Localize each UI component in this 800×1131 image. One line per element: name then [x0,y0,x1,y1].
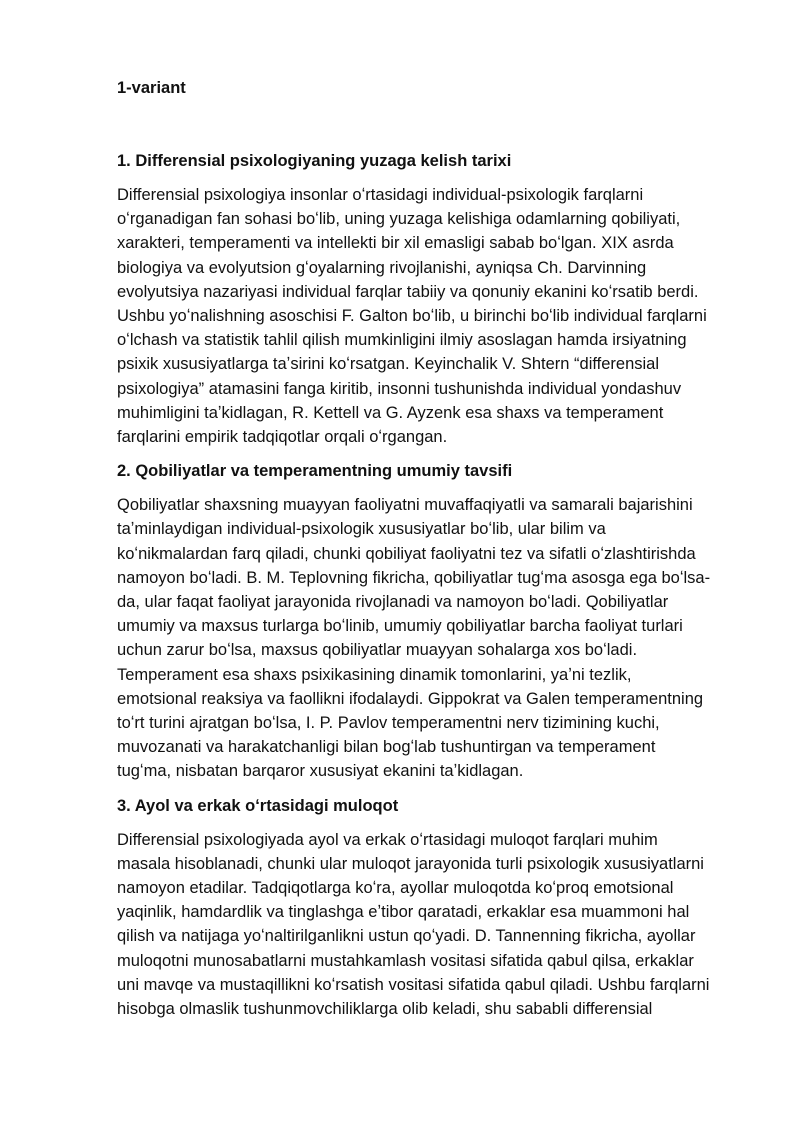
section-2-line: muvozanati va harakatchanligi bilan bogʻlab tushuntirgan va temperament [117,738,656,757]
section-3-body [117,828,742,1022]
section-1-line: muhimligini taʼkidlagan, R. Kettell va G. Ayzenk esa shaxs va temperament [117,403,664,422]
section-3-line: hisobga olmaslik tushunmovchiliklarga olib keladi, shu sababli differensial [117,1000,653,1019]
section-2-line: namoyon boʻladi. B. M. Teplovning fikricha, qobiliyatlar tugʻma asosga ega boʻlsa- [117,568,711,587]
section-1-line: oʻrganadigan fan sohasi boʻlib, uning yuzaga kelishiga odamlarning qobiliyati, [117,210,681,229]
section-1-body [117,183,742,449]
section-2-line: emotsional reaksiya va faollikni ifodalaydi. Gippokrat va Galen temperamentning [117,689,704,708]
section-2-line: uchun zarur boʻlsa, maxsus qobiliyatlar muayyan sohalarga xos boʻladi. [117,641,638,660]
section-3-line: muloqotni munosabatlarni mustahkamlash vositasi sifatida qabul qilsa, erkaklar [117,951,694,970]
section-2-line: taʼminlaydigan individual-psixologik xususiyatlar boʻlib, ular bilim va [117,520,606,539]
section-2-line: koʻnikmalardan farq qiladi, chunki qobiliyat faoliyatni tez va sifatli oʻzlashtirishda [117,544,696,563]
section-1-line: farqlarini empirik tadqiqotlar orqali oʻrgangan. [117,428,448,447]
section-1-line: xarakteri, temperamenti va intellekti bir xil emasligi sabab boʻlgan. XIX asrda [117,234,674,253]
section-2-line: toʻrt turini ajratgan boʻlsa, I. P. Pavlov temperamentni nerv tizimining kuchi, [117,714,660,733]
variant-title: 1-variant [117,79,186,97]
section-1-line: Differensial psixologiya insonlar oʻrtasidagi individual-psixologik farqlarni [117,186,644,204]
section-1-line: psixik xususiyatlarga taʼsirini koʻrsatgan. Keyinchalik V. Shtern “differensial [117,355,660,374]
section-2-line: tugʻma, nisbatan barqaror xususiyat ekanini taʼkidlagan. [117,762,524,781]
section-1-heading: 1. Differensial psixologiyaning yuzaga kelish tarixi [117,152,512,170]
section-2-body [117,493,742,783]
section-2-heading: 2. Qobiliyatlar va temperamentning umumiy tavsifi [117,462,513,481]
section-3-line: uni mavqe va mustaqillikni koʻrsatish vositasi sifatida qabul qiladi. Ushbu farqlarni [117,975,710,994]
section-3-heading: 3. Ayol va erkak oʻrtasidagi muloqot [117,796,399,815]
section-2-line: Temperament esa shaxs psixikasining dinamik tomonlarini, yaʼni tezlik, [117,665,632,684]
section-1 [117,149,742,449]
section-1-line: psixologiya” atamasini fanga kiritib, insonni tushunishda individual yondashuv [117,379,682,398]
section-1-line: biologiya va evolyutsion gʻoyalarning rivojlanishi, ayniqsa Ch. Darvinning [117,258,647,277]
section-3 [117,794,742,1022]
section-1-line: oʻlchash va statistik tahlil qilish mumkinligini ilmiy asoslagan hamda irsiyatning [117,331,687,350]
section-3-line: namoyon etadilar. Tadqiqotlarga koʻra, ayollar muloqotda koʻproq emotsional [117,879,674,898]
section-2 [117,459,742,783]
section-3-line: yaqinlik, hamdardlik va tinglashga eʼtibor qaratadi, erkaklar esa muammoni hal [117,903,690,922]
section-3-line: Differensial psixologiyada ayol va erkak oʻrtasidagi muloqot farqlari muhim [117,830,658,849]
section-3-line: qilish va natijaga yoʻnaltirilganlikni ustun qoʻyadi. D. Tannenning fikricha, ayollar [117,927,696,946]
section-1-line: evolyutsiya nazariyasi individual farqlar tabiiy va qonuniy ekanini koʻrsatib berdi. [117,282,699,301]
section-2-line: umumiy va maxsus turlarga boʻlinib, umumiy qobiliyatlar barcha faoliyat turlari [117,617,683,636]
section-3-line: masala hisoblanadi, chunki ular muloqot jarayonida turli psixologik xususiyatlarni [117,854,704,873]
section-2-line: da, ular faqat faoliyat jarayonida rivojlanadi va namoyon boʻladi. Qobiliyatlar [117,593,669,612]
section-1-line: Ushbu yoʻnalishning asoschisi F. Galton boʻlib, u birinchi boʻlib individual farqlarni [117,307,707,326]
section-2-line: Qobiliyatlar shaxsning muayyan faoliyatni muvaffaqiyatli va samarali bajarishini [117,496,693,515]
